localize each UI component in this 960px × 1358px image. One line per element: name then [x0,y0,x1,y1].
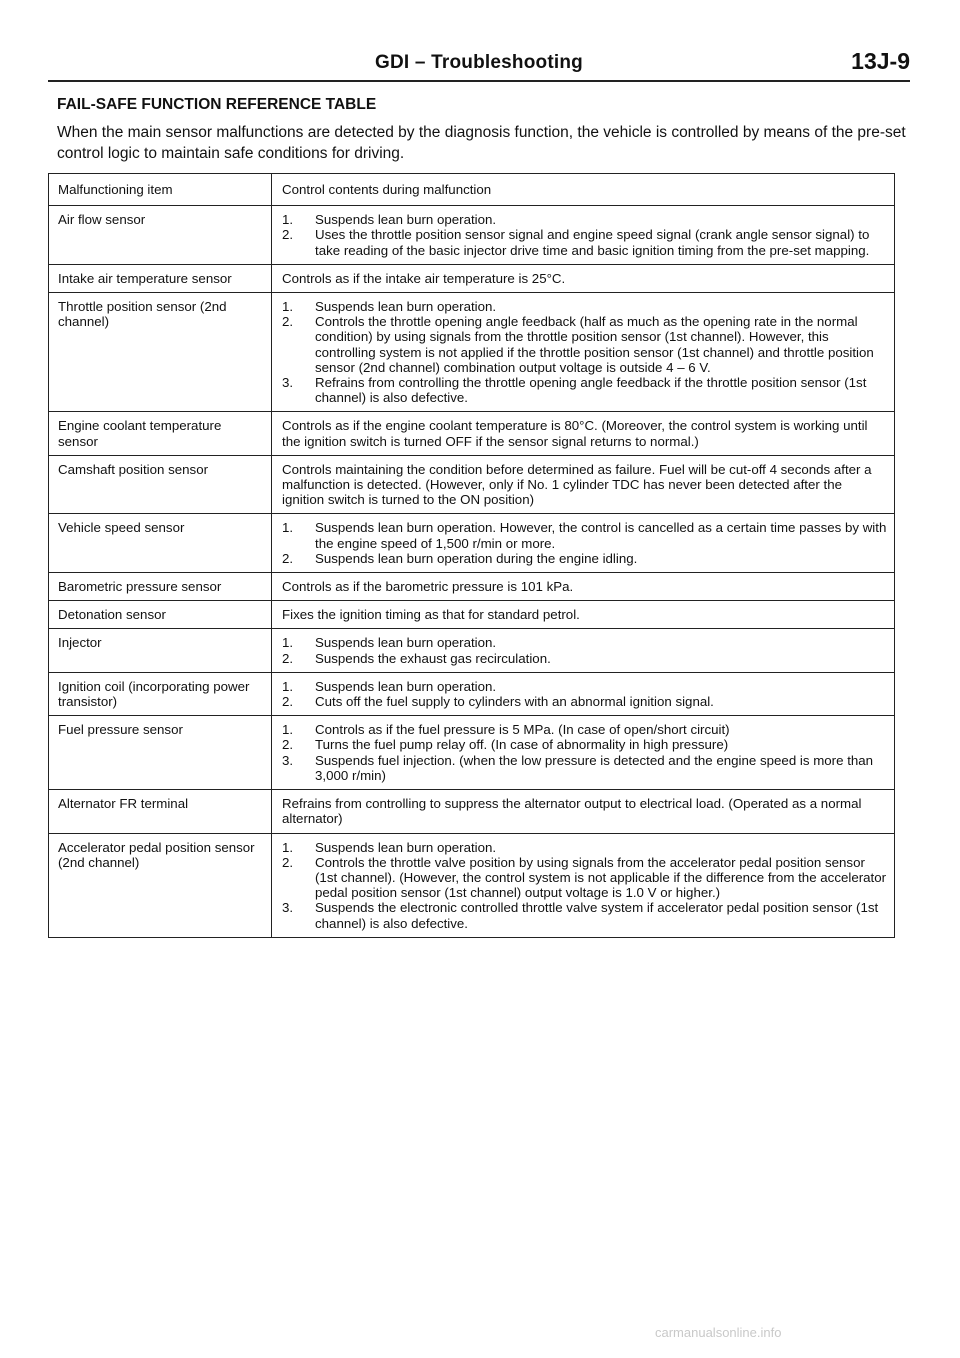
page-header [48,48,910,82]
control-contents: Fixes the ignition timing as that for standard petrol. [272,601,895,629]
table-header-row [49,174,895,206]
malfunctioning-item: Ignition coil (incorporating power transistor) [49,672,272,715]
watermark: carmanualsonline.info [655,1325,782,1340]
step-text: Suspends fuel injection. (when the low pressure is detected and the engine speed is more than 3,000 r/min) [315,752,874,783]
control-contents: Controls as if the barometric pressure is 101 kPa. [272,573,895,601]
malfunctioning-item: Detonation sensor [49,601,272,629]
control-contents [272,629,895,672]
table-row [49,293,895,412]
table-row [49,601,895,629]
control-steps-list [282,722,887,783]
table-row [49,716,895,790]
control-step [282,375,887,405]
fail-safe-table [48,173,895,938]
malfunctioning-item: Accelerator pedal position sensor (2nd channel) [49,833,272,937]
step-number: 2. [282,694,294,710]
step-text: Controls the throttle opening angle feedback (half as much as the opening rate in the normal condition) by using signals from the throttle position sensor (1st channel). However, this controlling system is not applied if the throttle position sensor (1st channel) and throttle position sensor (2nd channel) combination output voltage is outside 4 – 6 V. [315,314,874,375]
control-step [282,679,887,694]
control-contents [272,206,895,265]
malfunctioning-item: Air flow sensor [49,206,272,265]
control-step [282,840,887,855]
step-text: Suspends lean burn operation. [315,635,497,651]
step-number: 3. [282,900,294,916]
section-title: FAIL-SAFE FUNCTION REFERENCE TABLE [57,96,377,113]
table-row [49,264,895,292]
step-text: Suspends lean burn operation. [315,299,497,315]
table-row [49,412,895,455]
control-step [282,651,887,666]
intro-paragraph: When the main sensor malfunctions are detected by the diagnosis function, the vehicle is controlled by means of the pre-set control logic to maintain safe conditions for driving. [57,124,906,162]
malfunctioning-item: Alternator FR terminal [49,790,272,833]
step-number: 1. [282,520,294,536]
malfunctioning-item: Barometric pressure sensor [49,573,272,601]
control-step [282,551,887,566]
column-header-item: Malfunctioning item [49,174,272,206]
step-number: 2. [282,314,294,330]
step-number: 1. [282,722,294,738]
step-text: Suspends lean burn operation. [315,678,497,694]
table-row [49,790,895,833]
control-contents: Controls as if the intake air temperature is 25°C. [272,264,895,292]
control-step [282,299,887,314]
table-body [49,206,895,938]
malfunctioning-item: Camshaft position sensor [49,455,272,514]
malfunctioning-item: Injector [49,629,272,672]
step-number: 2. [282,854,294,870]
control-steps-list [282,299,887,405]
control-contents [272,514,895,573]
step-number: 2. [282,550,294,566]
malfunctioning-item: Intake air temperature sensor [49,264,272,292]
control-steps-list [282,212,887,258]
step-text: Controls as if the fuel pressure is 5 MPa. (In case of open/short circuit) [315,722,730,738]
control-step [282,212,887,227]
step-text: Suspends lean burn operation. [315,212,497,228]
table-row [49,455,895,514]
step-number: 1. [282,212,294,228]
step-text: Suspends the electronic controlled throttle valve system if accelerator pedal position sensor (1st channel) is also defective. [315,900,879,931]
step-number: 3. [282,752,294,768]
step-text: Suspends lean burn operation during the engine idling. [315,550,638,566]
column-header-control: Control contents during malfunction [272,174,895,206]
page-number: 13J-9 [851,48,910,74]
malfunctioning-item: Engine coolant temperature sensor [49,412,272,455]
page-title: GDI – Troubleshooting [375,52,583,73]
control-contents: Controls maintaining the condition before determined as failure. Fuel will be cut-off 4 seconds after a malfunction is detected. (However, only if No. 1 cylinder TDC has never been detected after the ignition switch is turned to the ON position) [272,455,895,514]
control-step [282,635,887,650]
control-contents [272,716,895,790]
step-number: 2. [282,227,294,243]
step-number: 2. [282,650,294,666]
control-step [282,694,887,709]
step-text: Uses the throttle position sensor signal and engine speed signal (crank angle sensor signal) to take reading of the basic injector drive time and basic ignition timing from the pre-set mapping. [315,227,870,258]
control-step [282,900,887,930]
step-text: Suspends lean burn operation. However, the control is cancelled as a certain time passes by with the engine speed of 1,500 r/min or more. [315,520,887,551]
step-number: 1. [282,299,294,315]
table-row [49,672,895,715]
step-text: Controls the throttle valve position by using signals from the accelerator pedal position sensor (1st channel). (However, the control system is not applicable if the difference from the accelerator pedal position sensor (1st channel) output voltage is 1.0 V or higher.) [315,854,887,901]
control-steps-list [282,635,887,665]
control-steps-list [282,520,887,566]
table-row [49,206,895,265]
control-step [282,753,887,783]
step-text: Turns the fuel pump relay off. (In case of abnormality in high pressure) [315,737,729,753]
control-steps-list [282,679,887,709]
malfunctioning-item: Fuel pressure sensor [49,716,272,790]
table-row [49,833,895,937]
malfunctioning-item: Throttle position sensor (2nd channel) [49,293,272,412]
control-contents: Controls as if the engine coolant temperature is 80°C. (Moreover, the control system is working until the ignition switch is turned OFF if the sensor signal returns to normal.) [272,412,895,455]
control-step [282,227,887,257]
control-step [282,520,887,550]
step-number: 1. [282,678,294,694]
step-text: Refrains from controlling the throttle opening angle feedback if the throttle position sensor (1st channel) is also defective. [315,375,867,406]
control-contents [272,672,895,715]
table-row [49,629,895,672]
control-contents [272,293,895,412]
step-text: Cuts off the fuel supply to cylinders with an abnormal ignition signal. [315,694,714,710]
control-contents [272,833,895,937]
step-number: 3. [282,375,294,391]
control-step [282,855,887,901]
step-text: Suspends the exhaust gas recirculation. [315,650,551,666]
step-number: 1. [282,839,294,855]
control-steps-list [282,840,887,931]
step-number: 2. [282,737,294,753]
table-row [49,573,895,601]
step-text: Suspends lean burn operation. [315,839,497,855]
table-row [49,514,895,573]
malfunctioning-item: Vehicle speed sensor [49,514,272,573]
control-contents: Refrains from controlling to suppress the alternator output to electrical load. (Operated as a normal alternator) [272,790,895,833]
control-step [282,737,887,752]
step-number: 1. [282,635,294,651]
control-step [282,314,887,375]
control-step [282,722,887,737]
